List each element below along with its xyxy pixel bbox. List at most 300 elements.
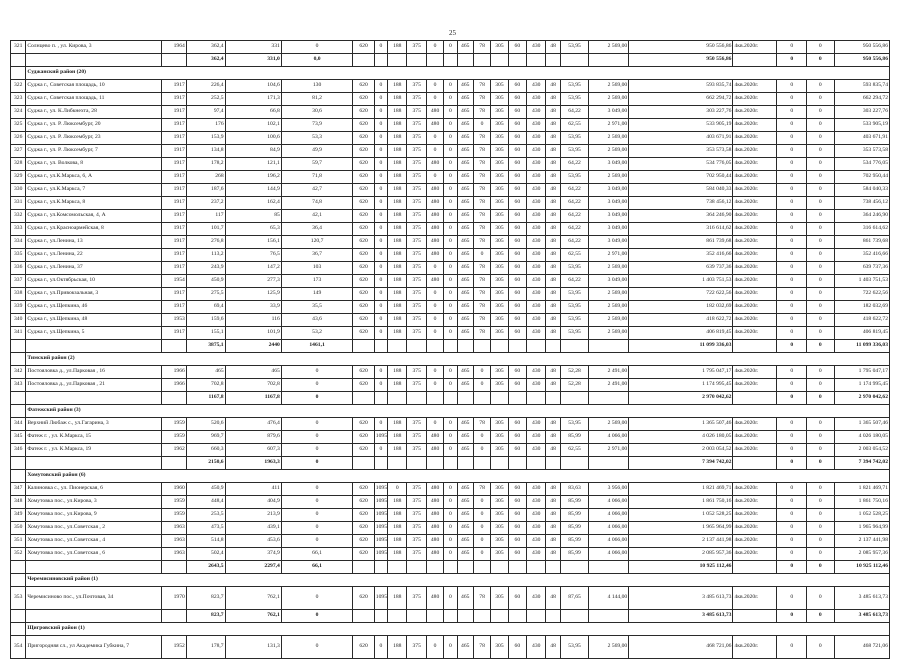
cell-f: 0: [444, 496, 457, 509]
cell-year: 1917: [162, 158, 187, 171]
cell-s2: 65,3: [225, 223, 281, 236]
cell-n: 2 569,00: [589, 93, 629, 106]
cell-addr: Постояловка д., ул.Парковая , 21: [26, 379, 162, 392]
cell-z1: 0: [777, 457, 807, 470]
cell-a: 620: [353, 535, 374, 548]
cell-total: 1 365 507,46: [834, 418, 889, 431]
cell-term: [733, 392, 777, 405]
cell-num: 353: [11, 587, 26, 610]
cell-h: 78: [473, 80, 490, 93]
cell-year: [162, 561, 187, 574]
cell-m: 64,22: [560, 184, 589, 197]
cell-cost: 861 739,68: [629, 236, 733, 249]
cell-f: [444, 392, 457, 405]
cell-j: 60: [508, 223, 526, 236]
cell-total: 403 671,91: [834, 132, 889, 145]
cell-s1: 275,5: [186, 288, 225, 301]
cell-b: 0: [374, 197, 387, 210]
cell-c: 188: [388, 210, 407, 223]
cell-s3: 42,7: [281, 184, 353, 197]
cell-cost: 1 365 507,46: [629, 418, 733, 431]
cell-j: [508, 392, 526, 405]
cell-m: [560, 457, 589, 470]
cell-d: 375: [407, 418, 426, 431]
cell-i: [491, 54, 508, 67]
cell-s2: 702,8: [225, 379, 281, 392]
cell-i: 305: [491, 132, 508, 145]
cell-g: 465: [457, 249, 473, 262]
cell-l: [546, 610, 560, 623]
cell-z1: 0: [777, 522, 807, 535]
cell-n: 2 569,00: [589, 41, 629, 54]
cell-h: 78: [473, 223, 490, 236]
cell-m: 62,55: [560, 249, 589, 262]
table-row: [11, 210, 890, 223]
cell-j: 60: [508, 262, 526, 275]
table-row: [11, 184, 890, 197]
cell-total: 2 970 042,62: [834, 392, 889, 405]
cell-z1: 0: [777, 561, 807, 574]
cell-n: 4 144,00: [589, 587, 629, 610]
cell-k: 430: [527, 636, 546, 659]
cell-addr: [26, 54, 162, 67]
cell-term: 4кв.2020г.: [733, 288, 777, 301]
cell-num: 338: [11, 288, 26, 301]
cell-cost: 1 174 995,45: [629, 379, 733, 392]
district-title: Щигровский район (1): [26, 623, 890, 636]
cell-m: 85,99: [560, 509, 589, 522]
cell-z1: 0: [777, 210, 807, 223]
cell-cost: 353 573,58: [629, 145, 733, 158]
cell-term: [733, 340, 777, 353]
cell-addr: Суджа г., ул. Волкова, 8: [26, 158, 162, 171]
cell-h: 0: [473, 431, 490, 444]
cell-s3: 0: [281, 392, 353, 405]
cell-addr: Суджа г., ул. Р. Люксембург, 7: [26, 145, 162, 158]
cell-n: 2 491,00: [589, 379, 629, 392]
cell-s3: 43,6: [281, 314, 353, 327]
cell-term: 4кв.2020г.: [733, 431, 777, 444]
cell-s2: 116: [225, 314, 281, 327]
cell-cost: 1 795 047,17: [629, 366, 733, 379]
cell-n: [589, 457, 629, 470]
cell-a: 620: [353, 184, 374, 197]
cell-a: 620: [353, 587, 374, 610]
cell-f: 0: [444, 132, 457, 145]
cell-e: 480: [426, 197, 443, 210]
cell-e: 0: [426, 132, 443, 145]
cell-n: 3 049,00: [589, 158, 629, 171]
cell-year: 1917: [162, 327, 187, 340]
cell-i: [491, 340, 508, 353]
cell-term: 4кв.2020г.: [733, 262, 777, 275]
cell-g: 465: [457, 184, 473, 197]
cell: [11, 574, 26, 587]
cell-b: 1095: [374, 535, 387, 548]
cell-b: 1095: [374, 496, 387, 509]
cell-addr: Суджа г., ул.Ленина, 13: [26, 236, 162, 249]
cell-addr: Суджа г., ул.К.Маркса, 7: [26, 184, 162, 197]
cell: [11, 405, 26, 418]
cell-year: 1960: [162, 483, 187, 496]
cell-s1: 252,5: [186, 93, 225, 106]
cell-m: 53,95: [560, 314, 589, 327]
cell-h: 78: [473, 587, 490, 610]
cell-total: 182 032,69: [834, 301, 889, 314]
cell-l: [546, 561, 560, 574]
cell-k: [527, 457, 546, 470]
cell-s3: 0,0: [281, 54, 353, 67]
cell-num: 350: [11, 522, 26, 535]
cell-a: 620: [353, 210, 374, 223]
cell-cost: 418 622,72: [629, 314, 733, 327]
table-row: [11, 587, 890, 610]
cell-g: [457, 457, 473, 470]
cell-z1: 0: [777, 184, 807, 197]
cell-k: 430: [527, 275, 546, 288]
cell-n: [589, 340, 629, 353]
cell-l: 48: [546, 106, 560, 119]
cell-z2: 0: [807, 184, 835, 197]
cell-s1: 178,7: [186, 636, 225, 659]
cell-i: [491, 561, 508, 574]
table-row: [11, 327, 890, 340]
cell-s1: 153,9: [186, 132, 225, 145]
cell-j: 60: [508, 431, 526, 444]
table-row: [11, 509, 890, 522]
cell-e: [426, 340, 443, 353]
cell-k: [527, 561, 546, 574]
cell-num: 341: [11, 327, 26, 340]
cell-cost: 4 026 180,05: [629, 431, 733, 444]
cell-z2: 0: [807, 561, 835, 574]
cell-s1: 448,4: [186, 496, 225, 509]
cell-c: 188: [388, 145, 407, 158]
cell-year: [162, 610, 187, 623]
cell-n: 3 049,00: [589, 223, 629, 236]
cell-year: 1964: [162, 41, 187, 54]
cell-addr: [26, 457, 162, 470]
cell-addr: Суджа г., ул. К.Либкнехта, 28: [26, 106, 162, 119]
table-row: [11, 223, 890, 236]
cell-num: 327: [11, 145, 26, 158]
cell-s3: 0: [281, 41, 353, 54]
cell-a: 620: [353, 197, 374, 210]
cell-b: [374, 54, 387, 67]
cell-s3: 149: [281, 288, 353, 301]
cell-a: 620: [353, 314, 374, 327]
cell-j: 60: [508, 132, 526, 145]
cell-e: 480: [426, 548, 443, 561]
cell-g: 465: [457, 93, 473, 106]
cell-z2: 0: [807, 314, 835, 327]
cell-k: 430: [527, 106, 546, 119]
cell-e: 480: [426, 496, 443, 509]
cell-z1: 0: [777, 93, 807, 106]
cell-d: 375: [407, 636, 426, 659]
cell-k: 430: [527, 145, 546, 158]
cell-s2: 331: [225, 41, 281, 54]
cell-f: 0: [444, 249, 457, 262]
cell-n: 3 956,00: [589, 483, 629, 496]
cell-f: 0: [444, 327, 457, 340]
cell-year: 1917: [162, 132, 187, 145]
cell-term: 4кв.2020г.: [733, 548, 777, 561]
cell-s3: 120,7: [281, 236, 353, 249]
cell-total: 406 819,45: [834, 327, 889, 340]
cell-z1: 0: [777, 444, 807, 457]
cell-term: 4кв.2020г.: [733, 379, 777, 392]
cell-s2: 156,1: [225, 236, 281, 249]
cell-m: [560, 54, 589, 67]
cell-n: 2 569,00: [589, 418, 629, 431]
cell-s2: 404,9: [225, 496, 281, 509]
cell-i: 305: [491, 483, 508, 496]
cell-total: 1 861 750,16: [834, 496, 889, 509]
cell-total: 722 622,56: [834, 288, 889, 301]
cell-j: 60: [508, 379, 526, 392]
cell-b: 0: [374, 132, 387, 145]
cell-b: 1095: [374, 548, 387, 561]
cell-a: [353, 457, 374, 470]
cell-d: [407, 561, 426, 574]
cell-term: 4кв.2020г.: [733, 132, 777, 145]
cell-s1: 101,7: [186, 223, 225, 236]
cell-cost: 3 485 613,73: [629, 587, 733, 610]
cell-n: 2 569,00: [589, 327, 629, 340]
cell-j: 60: [508, 444, 526, 457]
cell-k: 430: [527, 522, 546, 535]
cell-n: 3 049,00: [589, 275, 629, 288]
cell-d: 375: [407, 145, 426, 158]
cell-year: [162, 392, 187, 405]
cell-h: 78: [473, 184, 490, 197]
cell-s3: 0: [281, 457, 353, 470]
cell-b: 1095: [374, 483, 387, 496]
cell-total: 738 456,12: [834, 197, 889, 210]
cell-s3: 130: [281, 80, 353, 93]
cell-z1: 0: [777, 392, 807, 405]
cell-year: 1959: [162, 431, 187, 444]
cell-d: 375: [407, 288, 426, 301]
cell-k: 430: [527, 223, 546, 236]
table-row: [11, 483, 890, 496]
cell-h: 78: [473, 197, 490, 210]
cell-z2: 0: [807, 171, 835, 184]
cell-g: [457, 54, 473, 67]
cell-f: [444, 561, 457, 574]
cell-j: [508, 561, 526, 574]
cell-cost: 406 819,45: [629, 327, 733, 340]
cell-a: 620: [353, 522, 374, 535]
cell-i: 305: [491, 327, 508, 340]
table-row: [11, 275, 890, 288]
cell-d: 375: [407, 119, 426, 132]
cell-k: 430: [527, 288, 546, 301]
cell-h: 0: [473, 548, 490, 561]
cell-z2: 0: [807, 431, 835, 444]
cell-s1: 155,1: [186, 327, 225, 340]
cell-year: 1959: [162, 509, 187, 522]
cell-d: 375: [407, 249, 426, 262]
cell-m: 53,95: [560, 93, 589, 106]
cell-s2: 121,1: [225, 158, 281, 171]
cell-total: 593 835,74: [834, 80, 889, 93]
cell-h: 78: [473, 314, 490, 327]
cell-z1: 0: [777, 223, 807, 236]
cell-term: 4кв.2020г.: [733, 171, 777, 184]
cell-l: 48: [546, 236, 560, 249]
cell-s2: 131,3: [225, 636, 281, 659]
cell-z1: 0: [777, 483, 807, 496]
cell-year: 1963: [162, 522, 187, 535]
cell-num: 354: [11, 636, 26, 659]
cell-addr: Суджа г., ул. Р. Люксембург, 20: [26, 119, 162, 132]
cell-total: 950 556,86: [834, 41, 889, 54]
cell-e: 0: [426, 262, 443, 275]
subtotal-row: [11, 610, 890, 623]
cell-s2: 607,3: [225, 444, 281, 457]
cell-i: 305: [491, 223, 508, 236]
cell-a: 620: [353, 41, 374, 54]
cell-year: 1953: [162, 314, 187, 327]
cell-k: 430: [527, 197, 546, 210]
cell-z2: 0: [807, 327, 835, 340]
cell-b: [374, 561, 387, 574]
cell-l: [546, 457, 560, 470]
cell-num: 352: [11, 548, 26, 561]
cell-s3: 103: [281, 262, 353, 275]
table-row: [11, 171, 890, 184]
cell-k: 430: [527, 379, 546, 392]
cell-g: 465: [457, 171, 473, 184]
cell-h: 78: [473, 106, 490, 119]
cell-l: 48: [546, 197, 560, 210]
cell-s3: 35,5: [281, 301, 353, 314]
cell-i: 305: [491, 535, 508, 548]
cell-s3: 0: [281, 483, 353, 496]
cell: [11, 67, 26, 80]
cell-k: 430: [527, 496, 546, 509]
cell-e: 0: [426, 171, 443, 184]
cell-cost: 303 227,76: [629, 106, 733, 119]
cell-e: 0: [426, 41, 443, 54]
cell-k: 430: [527, 314, 546, 327]
cell-c: 0: [388, 483, 407, 496]
cell-term: 4кв.2020г.: [733, 275, 777, 288]
cell-k: 430: [527, 171, 546, 184]
cell-s1: 113,2: [186, 249, 225, 262]
cell-j: 60: [508, 301, 526, 314]
cell-s2: 1963,3: [225, 457, 281, 470]
cell-addr: [26, 340, 162, 353]
cell-c: [388, 54, 407, 67]
cell-n: 3 049,00: [589, 184, 629, 197]
cell-m: 64,22: [560, 236, 589, 249]
cell-e: 480: [426, 106, 443, 119]
cell-g: 465: [457, 522, 473, 535]
cell-num: 340: [11, 314, 26, 327]
cell-s3: 30,6: [281, 106, 353, 119]
cell-s1: 969,7: [186, 431, 225, 444]
cell-addr: Хомутовка пос., ул.Советская , 2: [26, 522, 162, 535]
cell-year: [162, 457, 187, 470]
cell-num: 334: [11, 236, 26, 249]
cell-n: 3 049,00: [589, 236, 629, 249]
cell-total: 534 776,05: [834, 158, 889, 171]
cell-d: 375: [407, 106, 426, 119]
cell-cost: 593 835,74: [629, 80, 733, 93]
cell-b: 1095: [374, 509, 387, 522]
cell-term: 4кв.2020г.: [733, 366, 777, 379]
cell-h: 0: [473, 249, 490, 262]
cell-num: 335: [11, 249, 26, 262]
cell-cost: 352 416,66: [629, 249, 733, 262]
cell-s2: 213,9: [225, 509, 281, 522]
cell-e: 0: [426, 301, 443, 314]
cell-e: 480: [426, 483, 443, 496]
cell-a: 620: [353, 379, 374, 392]
cell-cost: 2 137 441,98: [629, 535, 733, 548]
cell-a: [353, 610, 374, 623]
cell-j: 60: [508, 119, 526, 132]
cell-d: [407, 54, 426, 67]
table-row: [11, 288, 890, 301]
cell-n: 3 049,00: [589, 197, 629, 210]
cell-c: 188: [388, 444, 407, 457]
cell-g: 465: [457, 314, 473, 327]
cell-n: 2 971,00: [589, 444, 629, 457]
cell-s2: 147,2: [225, 262, 281, 275]
cell-a: 620: [353, 80, 374, 93]
cell-addr: Суджа г., ул.Ленина, 37: [26, 262, 162, 275]
cell-e: [426, 392, 443, 405]
cell-s3: 1461,1: [281, 340, 353, 353]
cell-num: 342: [11, 366, 26, 379]
cell-i: 305: [491, 171, 508, 184]
cell-addr: Верхний Любаж с., ул.Гагарина, 3: [26, 418, 162, 431]
cell-cost: 662 294,72: [629, 93, 733, 106]
cell-h: [473, 392, 490, 405]
cell-s1: 276,8: [186, 236, 225, 249]
cell-m: 85,99: [560, 522, 589, 535]
cell-s3: 173: [281, 275, 353, 288]
table-row: [11, 93, 890, 106]
cell-l: 48: [546, 145, 560, 158]
cell-k: [527, 392, 546, 405]
cell-h: 78: [473, 301, 490, 314]
cell-s1: 117: [186, 210, 225, 223]
cell-s3: 0: [281, 379, 353, 392]
cell-i: [491, 392, 508, 405]
cell-term: [733, 457, 777, 470]
cell-j: 60: [508, 249, 526, 262]
cell-i: 305: [491, 93, 508, 106]
cell-d: 375: [407, 522, 426, 535]
district-title: Хомутовский район (6): [26, 470, 890, 483]
cell-s2: 76,5: [225, 249, 281, 262]
cell-d: 375: [407, 496, 426, 509]
cell-a: [353, 54, 374, 67]
cell-term: 4кв.2020г.: [733, 197, 777, 210]
cell-c: 188: [388, 379, 407, 392]
cell-term: 4кв.2020г.: [733, 444, 777, 457]
cell-s2: 1167,8: [225, 392, 281, 405]
cell-z1: 0: [777, 197, 807, 210]
cell-num: 336: [11, 262, 26, 275]
cell-cost: 1 052 528,25: [629, 509, 733, 522]
subtotal-row: [11, 54, 890, 67]
